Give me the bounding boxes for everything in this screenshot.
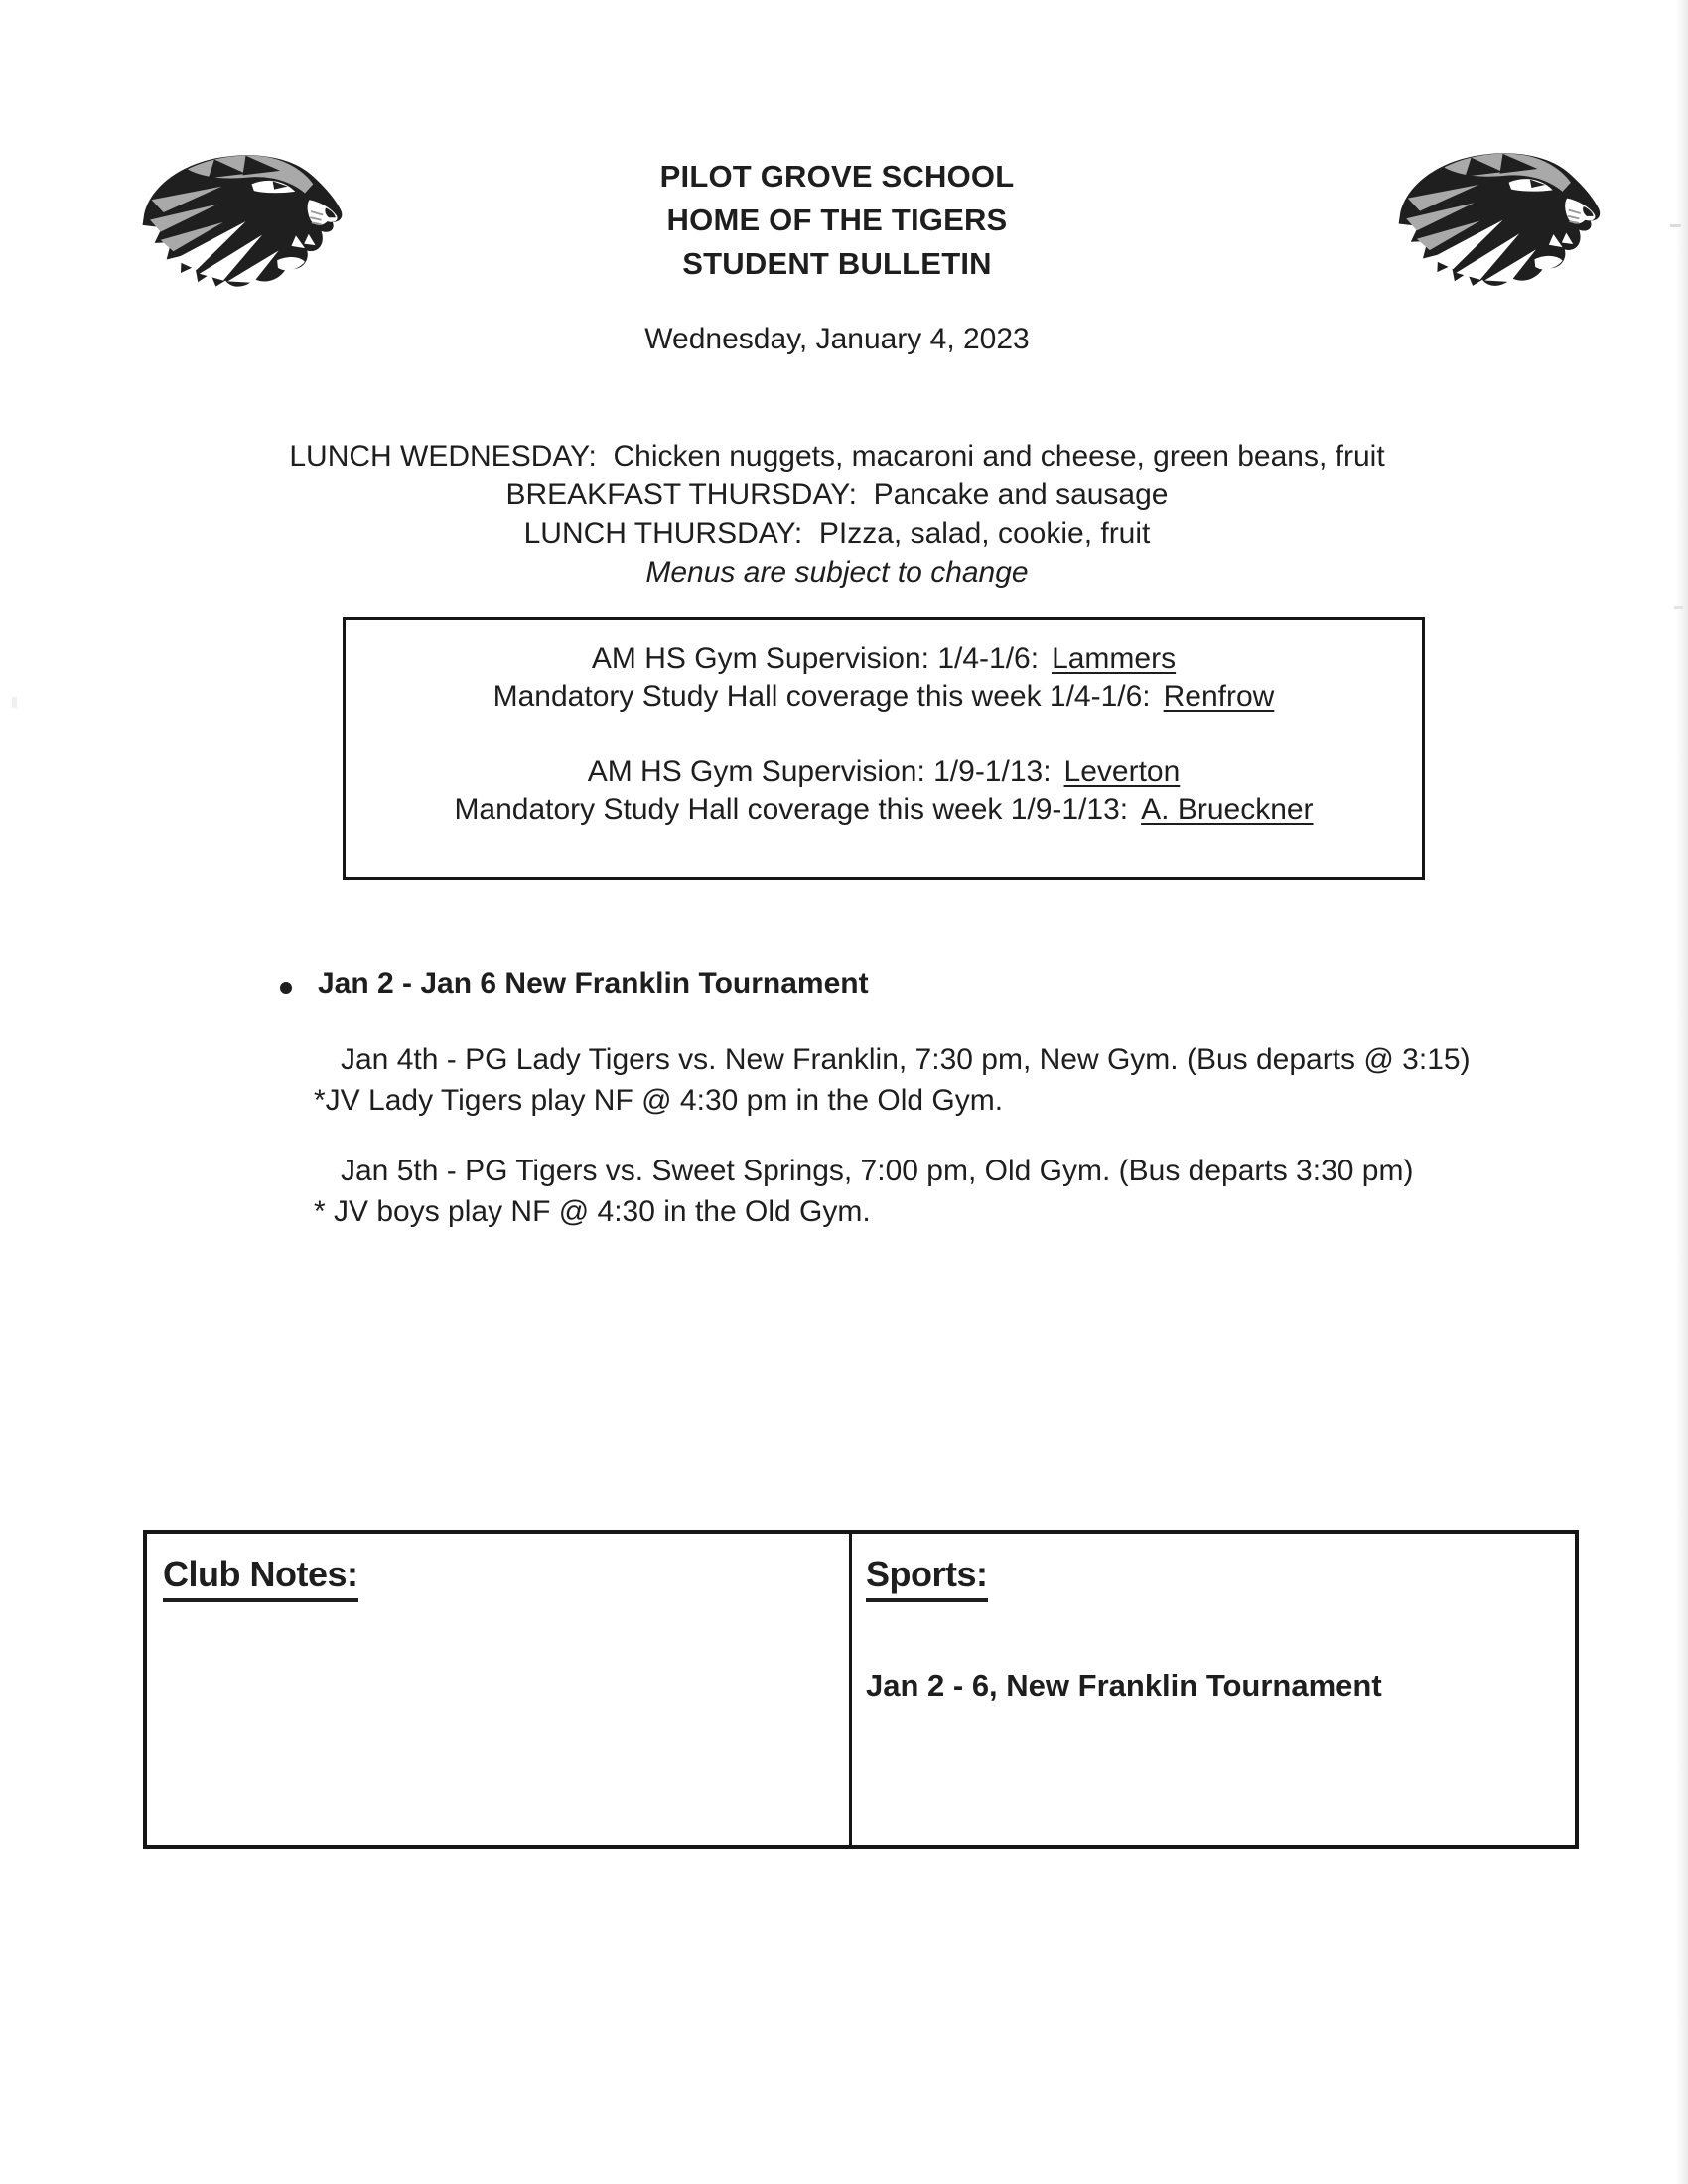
study-hall-week1 xyxy=(346,678,1422,716)
sports-cell xyxy=(852,1534,1575,1845)
scan-edge-shadow xyxy=(1676,0,1688,2184)
bulletin-title: STUDENT BULLETIN xyxy=(682,246,992,281)
menu-section xyxy=(0,437,1674,592)
scan-artifact xyxy=(1670,224,1681,227)
menu-lunch-thursday: LUNCH THURSDAY: PIzza, salad, cookie, fruit xyxy=(523,517,1151,550)
sports-header: Sports: xyxy=(866,1554,988,1602)
scan-artifact xyxy=(12,697,17,708)
menu-breakfast-thursday: BREAKFAST THURSDAY: Pancake and sausage xyxy=(505,478,1169,511)
study-hall-week1-label: Mandatory Study Hall coverage this week 1/4-1/6: xyxy=(492,680,1151,713)
gym-supervision-week1-name: Lammers xyxy=(1052,642,1177,675)
study-hall-week2-label: Mandatory Study Hall coverage this week 1/9-1/13: xyxy=(454,793,1129,826)
game-jan4-note: *JV Lady Tigers play NF @ 4:30 pm in the Old Gym. xyxy=(314,1084,1004,1117)
study-hall-week1-name: Renfrow xyxy=(1163,680,1275,713)
notes-table xyxy=(143,1530,1579,1849)
gym-supervision-week1-label: AM HS Gym Supervision: 1/4-1/6: xyxy=(591,642,1040,675)
game-jan5-detail: Jan 5th - PG Tigers vs. Sweet Springs, 7:00 pm, Old Gym. (Bus departs 3:30 pm) xyxy=(341,1155,1414,1187)
gym-supervision-week2-label: AM HS Gym Supervision: 1/9-1/13: xyxy=(587,755,1052,788)
scan-artifact xyxy=(1674,606,1683,609)
club-notes-cell xyxy=(147,1534,852,1845)
bulletin-header xyxy=(0,155,1674,286)
gym-supervision-week1 xyxy=(346,640,1422,678)
club-notes-header: Club Notes: xyxy=(163,1554,358,1602)
study-hall-week2-name: A. Brueckner xyxy=(1141,793,1314,826)
bullet-icon xyxy=(280,982,292,994)
menu-lunch-wednesday: LUNCH WEDNESDAY: Chicken nuggets, macaroni and cheese, green beans, fruit xyxy=(289,440,1385,473)
sports-entry: Jan 2 - 6, New Franklin Tournament xyxy=(866,1668,1382,1703)
gym-supervision-week2 xyxy=(346,753,1422,791)
gym-supervision-week2-name: Leverton xyxy=(1063,755,1181,788)
bulletin-date: Wednesday, January 4, 2023 xyxy=(644,323,1030,355)
supervision-box xyxy=(343,617,1425,880)
tournament-heading: Jan 2 - Jan 6 New Franklin Tournament xyxy=(318,967,869,1000)
school-name: PILOT GROVE SCHOOL xyxy=(659,159,1015,194)
study-hall-week2 xyxy=(346,791,1422,829)
game-jan5-note: * JV boys play NF @ 4:30 in the Old Gym. xyxy=(314,1195,871,1228)
menu-disclaimer: Menus are subject to change xyxy=(645,556,1029,589)
school-tagline: HOME OF THE TIGERS xyxy=(666,203,1008,237)
spacer xyxy=(346,716,1422,753)
game-jan4-detail: Jan 4th - PG Lady Tigers vs. New Franklin, 7:30 pm, New Gym. (Bus departs @ 3:15) xyxy=(341,1043,1471,1076)
